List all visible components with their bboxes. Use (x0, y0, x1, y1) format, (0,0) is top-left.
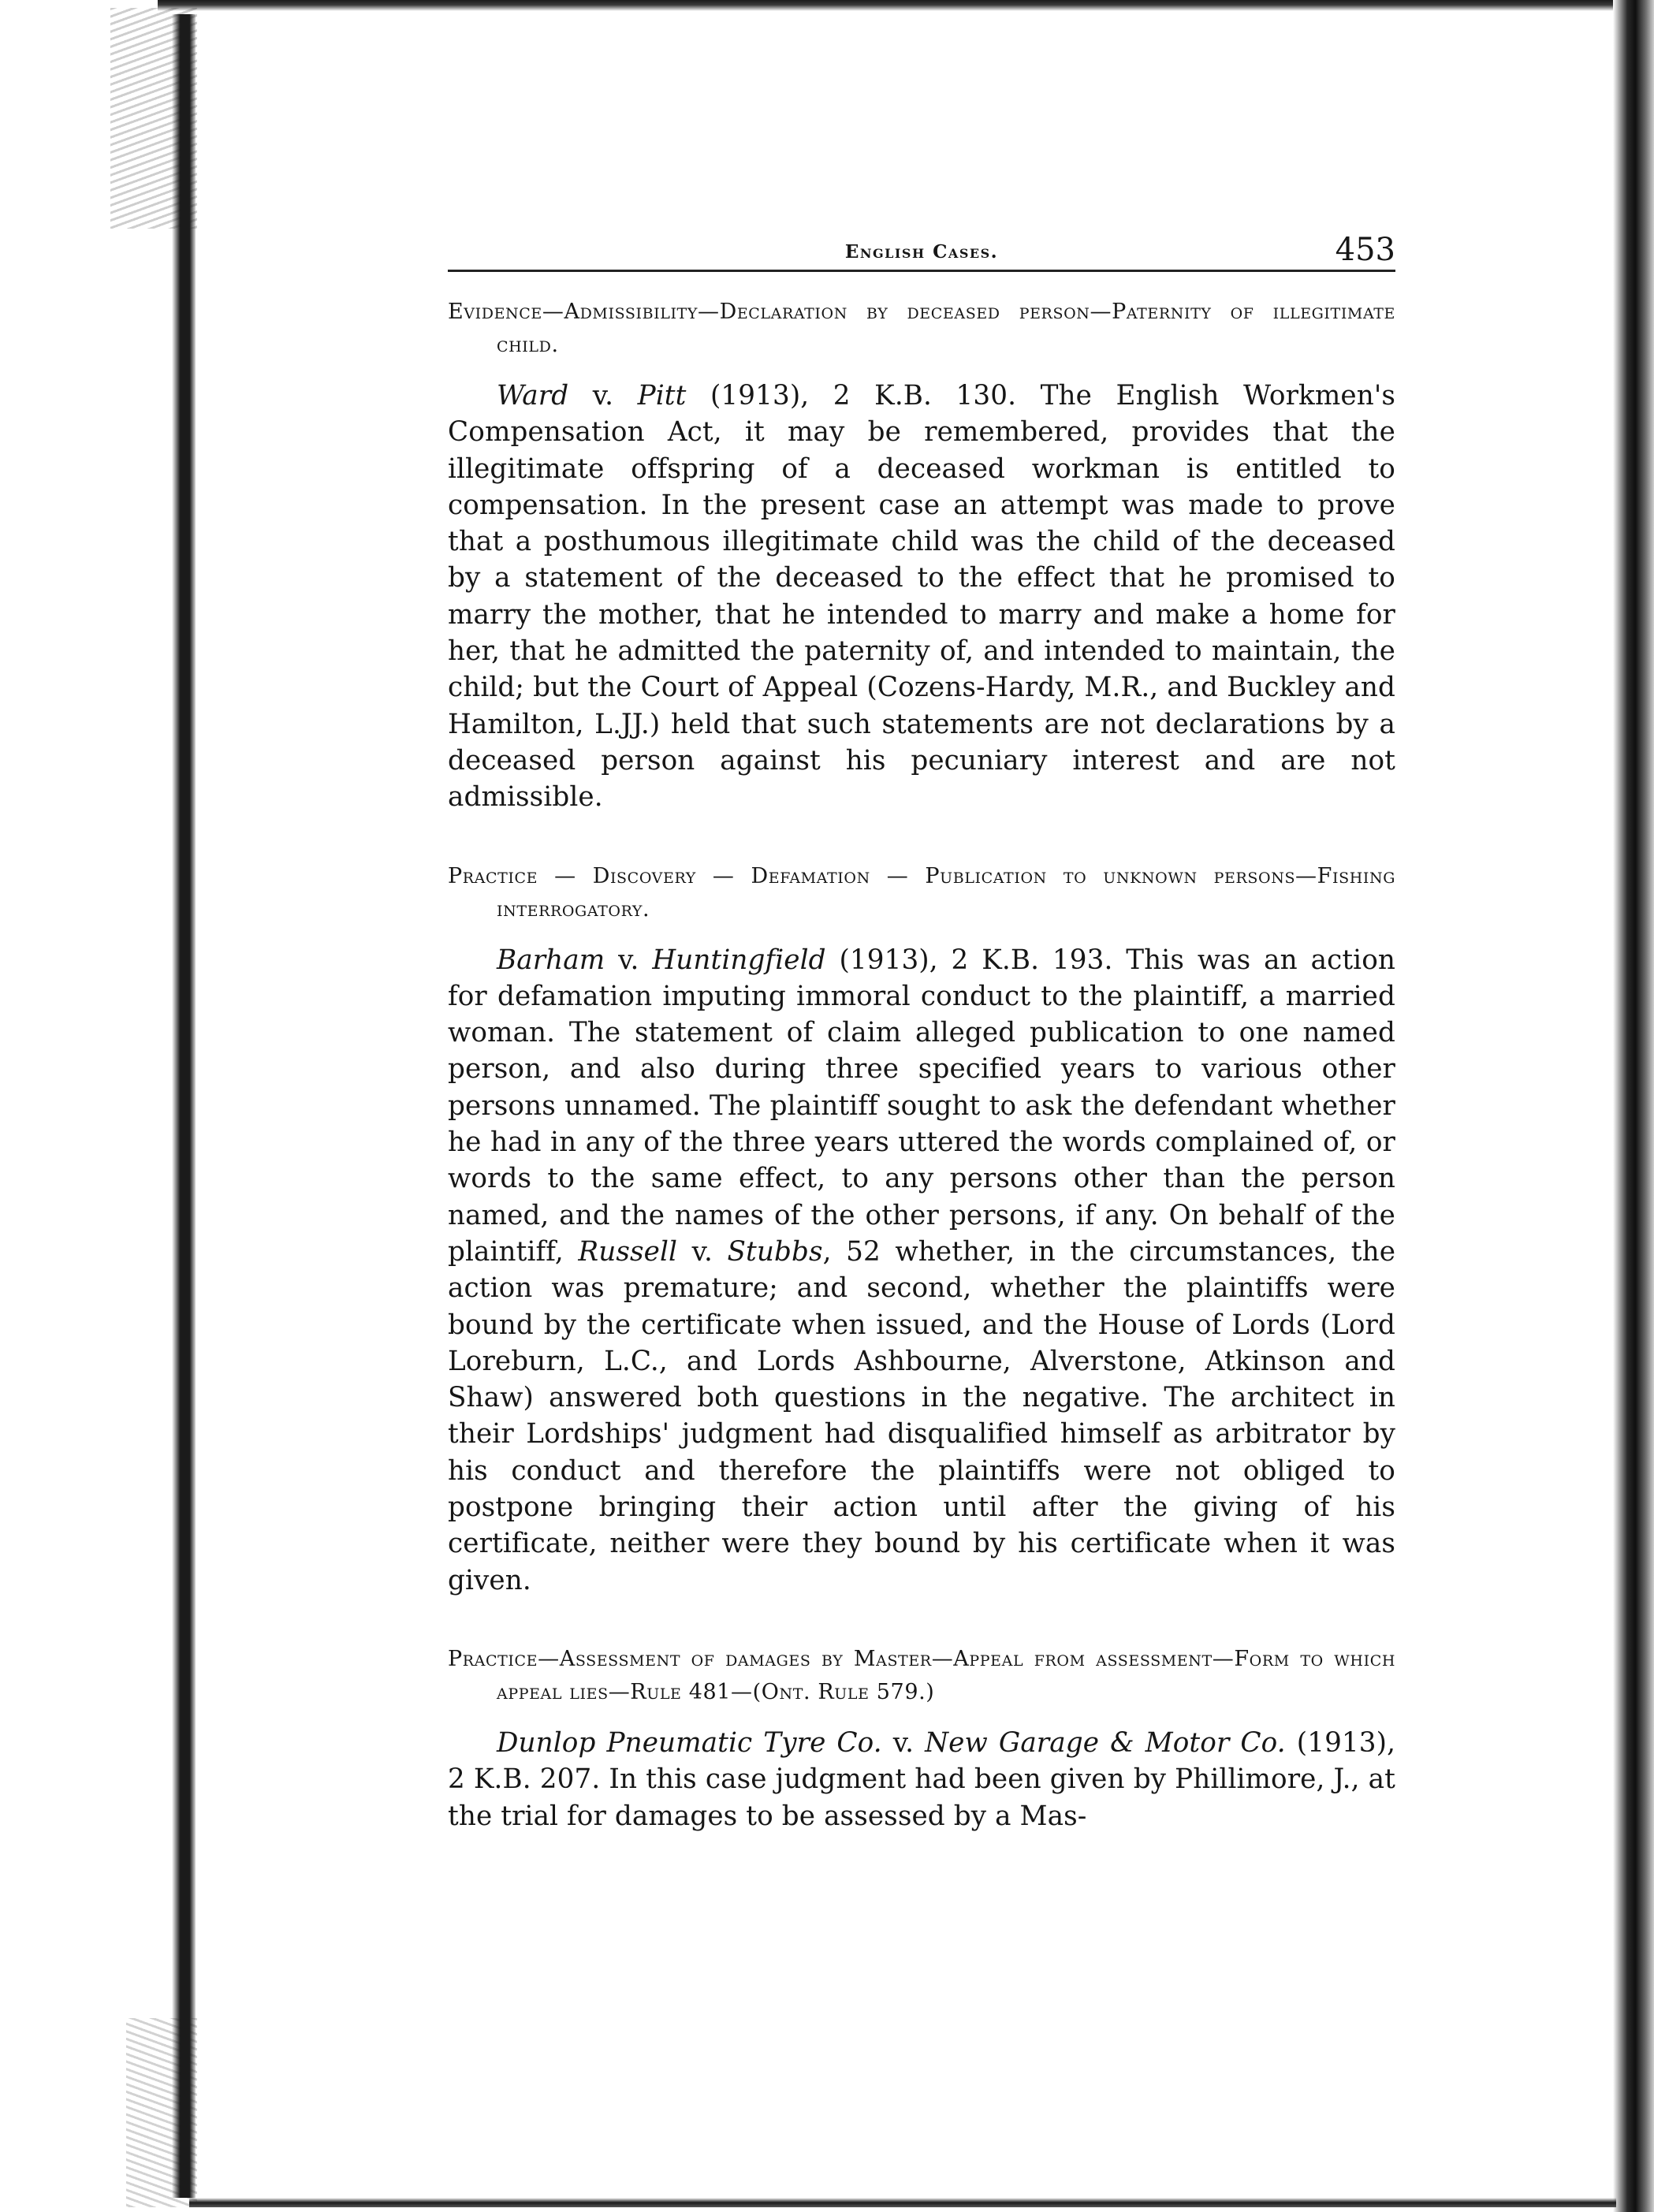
case-party: Huntingfield (652, 944, 826, 976)
case-body: (1913), 2 K.B. 193. This was an action for defamation imputing immoral conduct to the plaintiff, a married woman. The statement of claim alleged publication to one named person, and also during three specified years to various other persons unnamed. The plaintiff sought to ask the defendant whether he had in any of the three years uttered the words complained of, or words to the same effect, to any persons other than the person named, and the names of the other persons, if any. On behalf of the plaintiff, (448, 944, 1396, 1268)
case-name: Ward (497, 380, 569, 411)
book-page (448, 229, 1395, 1834)
case-name: Dunlop Pneumatic Tyre Co. (497, 1726, 882, 1759)
page-number: 453 (1335, 232, 1395, 268)
section-heading: Evidence—Admissibility—Declaration by deceased person—Paternity of illegitimate child. (448, 300, 1395, 357)
case-name: Barham (497, 944, 605, 976)
section-heading: Practice — Discovery — Defamation — Publication to unknown persons—Fishing interrogatory. (448, 863, 1395, 922)
running-title: English Cases. (844, 241, 999, 263)
case-party: Pitt (637, 380, 687, 411)
case-section-ward-v-pitt (448, 296, 1395, 816)
scan-edge-top (158, 0, 1640, 11)
scan-edge-right (1613, 0, 1654, 2212)
versus: v. (618, 944, 639, 976)
case-paragraph (448, 378, 1395, 816)
scan-edge-bottom (189, 2198, 1616, 2207)
versus: v. (592, 380, 614, 411)
case-body: (1913), 2 K.B. 207. In this case judgment had been given by Phillimore, J., at the trial for damages to be assessed by a Mas- (448, 1726, 1396, 1832)
case-body-continued: 52 whether, in the circumstances, the action was premature; and second, whether the plaintiffs were bound by the certificate when issued, and the House of Lords (Lord Loreburn, L.C., and Lords Ashbourne, Alverstone, Atkinson and Shaw) answered both questions in the negative. The architect in their Lordships' judgment had disqualified himself as arbitrator by his conduct and therefore the plaintiffs were not obliged to postpone bringing their action until after the giving of his certificate, neither were they bound by his certificate when it was given. (448, 1235, 1396, 1596)
case-party: New Garage & Motor Co. (925, 1726, 1286, 1759)
case-body: (1913), 2 K.B. 130. The English Workmen's Compensation Act, it may be remembered, provides that the illegitimate offspring of a deceased workman is entitled to compensation. In the present case an attempt was made to prove that a posthumous illegitimate child was the child of the deceased by a statement of the deceased to the effect that he promised to marry the mother, that he intended to marry and make a home for her, that he admitted the paternity of, and intended to maintain, the child; but the Court of Appeal (Cozens-Hardy, M.R., and Buckley and Hamilton, L.JJ.) held that such statements are not declarations by a deceased person against his pecuniary interest and are not admissible. (448, 380, 1395, 814)
case-section-dunlop-v-new-garage (448, 1643, 1395, 1834)
cited-case-name: Russell (578, 1235, 678, 1268)
case-paragraph: Barham v. Huntingfield (1913), 2 K.B. 193. This was an action for defamation imputing immoral conduct to the plaintiff, a married woman. The statement of claim alleged publication to one named person, and also during three specified years to various other persons unnamed. The plaintiff sought to ask the defendant whether he had in any of the three years uttered the words complained of, or words to the same effect, to any persons other than the person named, and the names of the other persons, if any. On behalf of the plaintiff, Russell v. Stubbs, 52 whether, in the circumstances, the action was premature; and second, whether the plaintiffs were bound by the certificate when issued, and the House of Lords (Lord Loreburn, L.C., and Lords Ashbourne, Alverstone, Atkinson and Shaw) answered both questions in the negative. The architect in their Lordships' judgment had disqualified himself as arbitrator by his conduct and therefore the plaintiffs were not obliged to postpone bringing their action until after the giving of his certificate, neither were they bound by his certificate when it was given. (448, 944, 1396, 1596)
scan-edge-left (172, 14, 196, 2198)
cited-case-party: Stubbs (727, 1235, 823, 1268)
versus: v. (892, 1726, 915, 1759)
versus: v. (691, 1235, 713, 1268)
case-paragraph (448, 1725, 1395, 1834)
section-heading: Practice—Assessment of damages by Master—Appeal from assessment—Form to which appeal lies—Rule 481—(Ont. Rule 579.) (448, 1646, 1395, 1704)
case-section-barham-v-huntingfield (448, 860, 1395, 1599)
running-head (448, 229, 1395, 272)
